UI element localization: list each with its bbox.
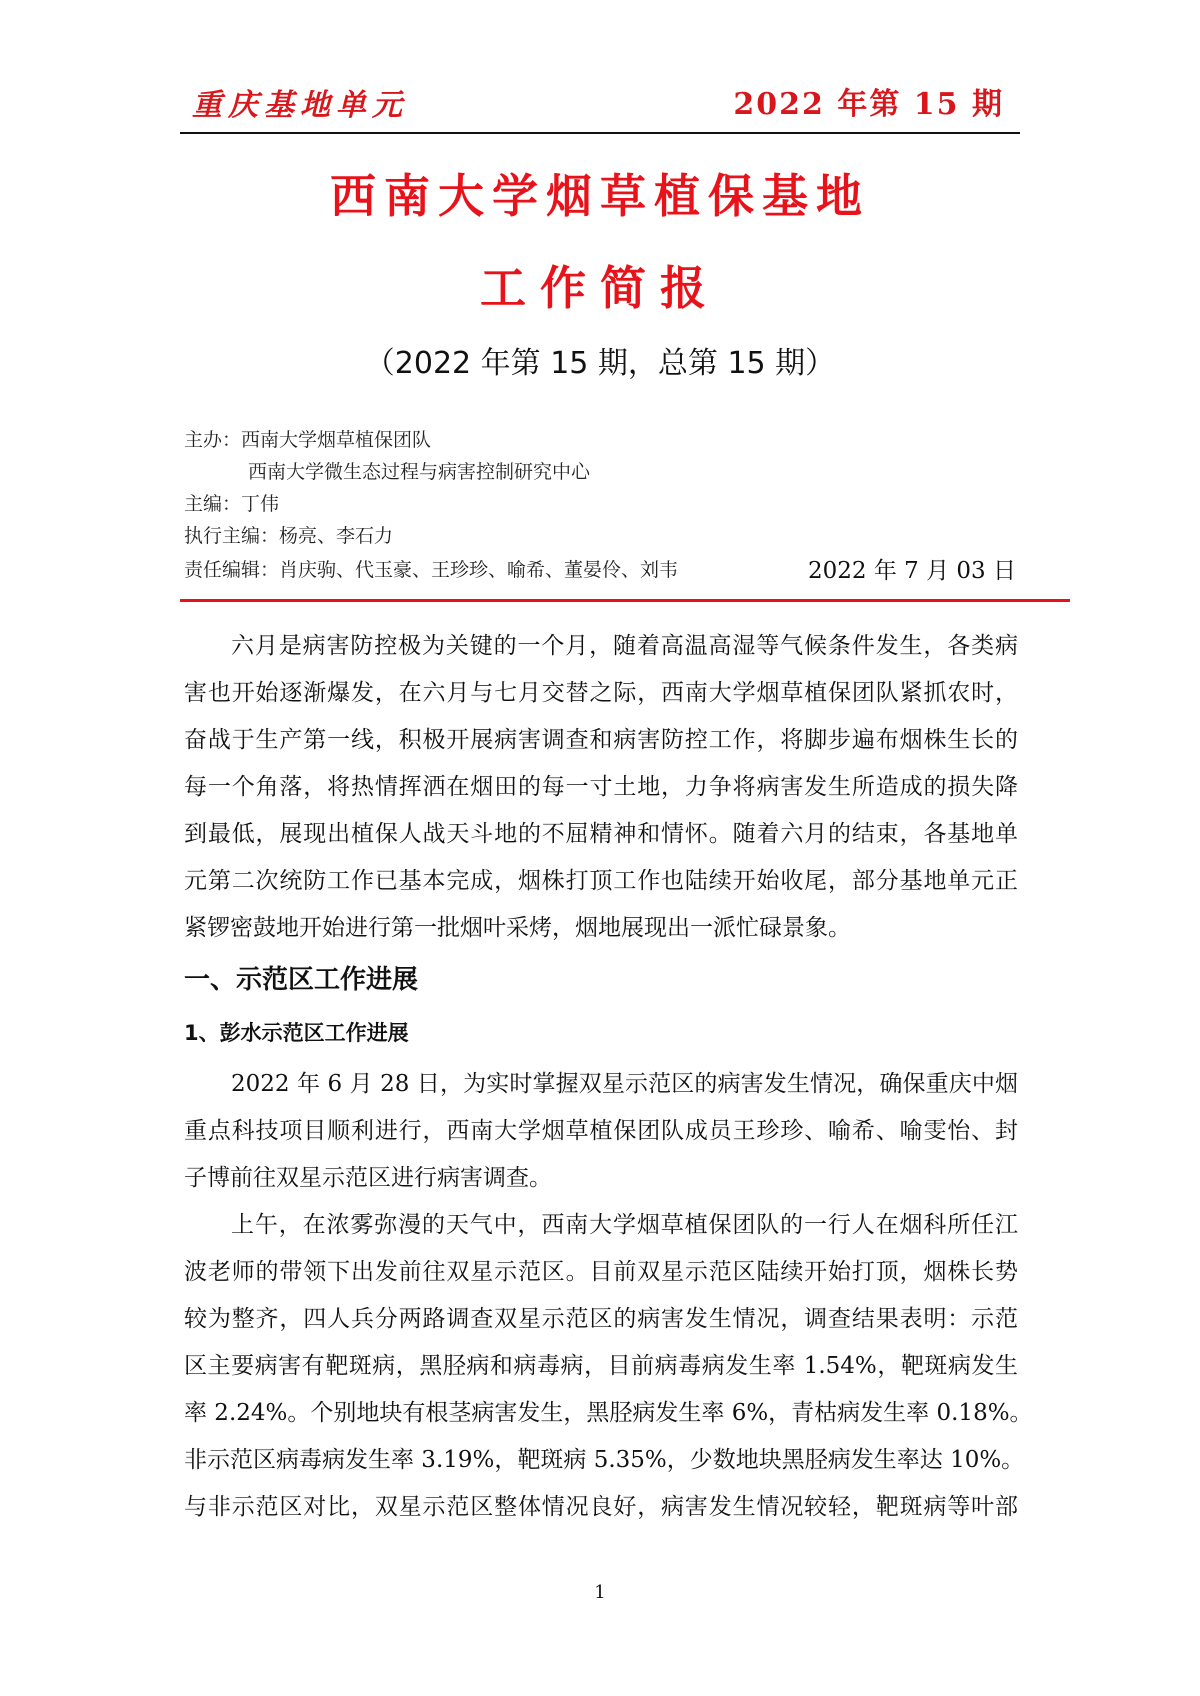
header-unit: 重庆基地单元 <box>192 88 408 123</box>
body-line: 率 2.24%。个别地块有根茎病害发生，黑胫病发生率 6%，青枯病发生率 0.18%。 <box>184 1400 1033 1426</box>
body-paragraph-1 <box>184 1061 1018 1202</box>
body-line: 2022 年 6 月 28 日，为实时掌握双星示范区的病害发生情况，确保重庆中烟 <box>231 1071 1018 1097</box>
body-line: 区主要病害有靶斑病，黑胫病和病毒病，目前病毒病发生率 1.54%，靶斑病发生 <box>184 1353 1018 1379</box>
masthead-red-rule <box>180 599 1070 602</box>
responsible-editors: 责任编辑：肖庆驹、代玉豪、王珍珍、喻希、董晏伶、刘韦 <box>184 559 679 581</box>
body-line: 上午，在浓雾弥漫的天气中，西南大学烟草植保团队的一行人在烟科所任江 <box>231 1212 1018 1238</box>
section-heading: 一、示范区工作进展 <box>184 965 419 995</box>
body-line: 与非示范区对比，双星示范区整体情况良好，病害发生情况较轻，靶斑病等叶部 <box>184 1494 1018 1520</box>
intro-line: 奋战于生产第一线，积极开展病害调查和病害防控工作，将脚步遍布烟株生长的 <box>184 727 1018 753</box>
bulletin-subtitle: 工作简报 <box>480 261 720 315</box>
executive-editor: 执行主编：杨亮、李石力 <box>184 525 394 547</box>
body-line: 非示范区病毒病发生率 3.19%，靶斑病 5.35%，少数地块黑胫病发生率达 10%。 <box>184 1447 1025 1473</box>
issue-number: （2022 年第 15 期，总第 15 期） <box>364 346 836 381</box>
body-paragraph-2 <box>184 1202 1033 1531</box>
intro-line: 害也开始逐渐爆发，在六月与七月交替之际，西南大学烟草植保团队紧抓农时， <box>184 680 1018 706</box>
publish-date: 2022 年 7 月 03 日 <box>808 558 1016 584</box>
sponsor-line: 主办：西南大学烟草植保团队 <box>184 429 432 451</box>
intro-line: 六月是病害防控极为关键的一个月，随着高温高湿等气候条件发生，各类病 <box>231 633 1018 659</box>
sponsor-second: 西南大学微生态过程与病害控制研究中心 <box>248 461 591 483</box>
intro-line: 到最低，展现出植保人战天斗地的不屈精神和情怀。随着六月的结束，各基地单 <box>184 821 1018 847</box>
page-number: 1 <box>594 1582 606 1603</box>
intro-line: 每一个角落，将热情挥洒在烟田的每一寸土地，力争将病害发生所造成的损失降 <box>184 774 1018 800</box>
chief-editor: 主编：丁伟 <box>184 493 280 515</box>
subsection-heading: 1、彭水示范区工作进展 <box>184 1021 409 1045</box>
body-line: 重点科技项目顺利进行，西南大学烟草植保团队成员王珍珍、喻希、喻雯怡、封 <box>184 1118 1018 1144</box>
bulletin-title: 西南大学烟草植保基地 <box>330 169 870 223</box>
header-divider <box>180 132 1020 134</box>
body-line: 较为整齐，四人兵分两路调查双星示范区的病害发生情况，调查结果表明：示范 <box>184 1306 1018 1332</box>
intro-line: 紧锣密鼓地开始进行第一批烟叶采烤，烟地展现出一派忙碌景象。 <box>184 915 851 941</box>
header-issue-tag: 2022 年第 15 期 <box>733 87 1004 122</box>
intro-line: 元第二次统防工作已基本完成，烟株打顶工作也陆续开始收尾，部分基地单元正 <box>184 868 1018 894</box>
body-line: 波老师的带领下出发前往双星示范区。目前双星示范区陆续开始打顶，烟株长势 <box>184 1259 1018 1285</box>
intro-paragraph <box>184 623 1018 952</box>
body-line: 子博前往双星示范区进行病害调查。 <box>184 1165 552 1191</box>
